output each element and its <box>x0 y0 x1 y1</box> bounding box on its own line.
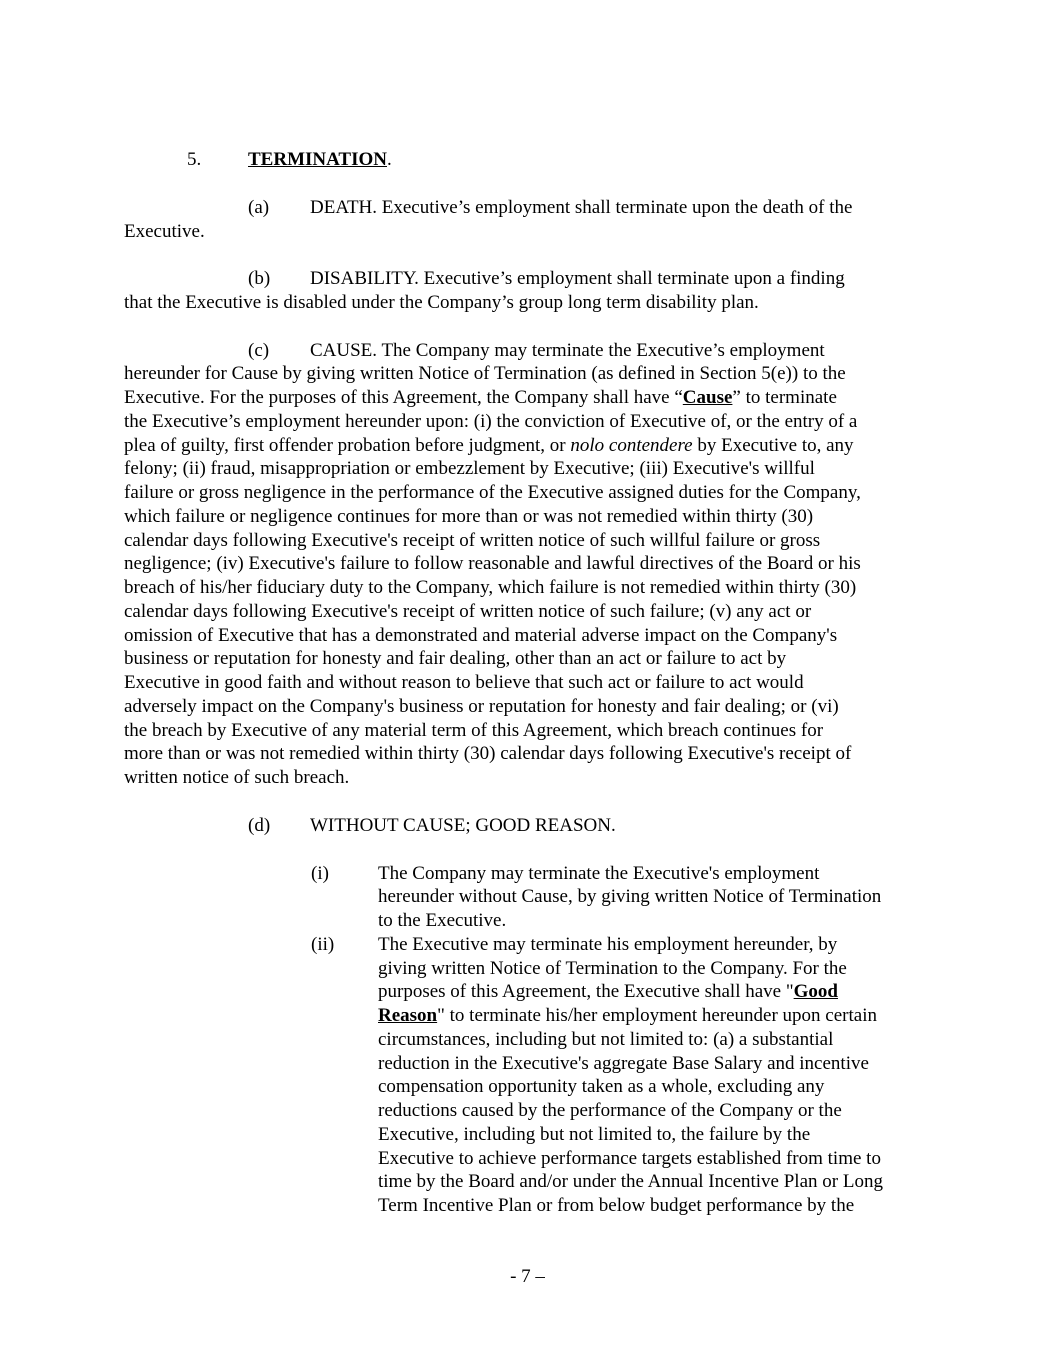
paragraph-text: felony; (ii) fraud, misappropriation or embezzlement by Executive; (iii) Executive's willful <box>124 458 815 479</box>
defined-term-good: Good <box>793 981 838 1002</box>
paragraph-label: (d) <box>248 815 271 836</box>
text-run: by Executive to, any <box>692 435 854 456</box>
paragraph-label: (c) <box>248 340 270 361</box>
paragraph-text: negligence; (iv) Executive's failure to follow reasonable and lawful directives of the Board or his <box>124 553 861 574</box>
sub-item-text: The Executive may terminate his employment hereunder, by <box>378 934 838 955</box>
sub-item-text: time by the Board and/or under the Annual Incentive Plan or Long <box>378 1171 883 1192</box>
paragraph-text: DEATH. Executive’s employment shall terminate upon the death of the <box>310 197 853 218</box>
paragraph-text: business or reputation for honesty and fair dealing, other than an act or failure to act by <box>124 648 787 669</box>
paragraph-text <box>124 386 837 410</box>
sub-item-text: compensation opportunity taken as a whole, excluding any <box>378 1076 825 1097</box>
paragraph-text: CAUSE. The Company may terminate the Executive’s employment <box>310 340 825 361</box>
paragraph-text: written notice of such breach. <box>124 767 350 788</box>
defined-term-reason: Reason <box>378 1005 438 1026</box>
defined-term-cause: Cause <box>682 387 733 408</box>
paragraph-text: breach of his/her fiduciary duty to the Company, which failure is not remedied within thirty (30) <box>124 577 857 598</box>
paragraph-text: DISABILITY. Executive’s employment shall terminate upon a finding <box>310 268 845 289</box>
text-run: ” to terminate <box>732 387 837 408</box>
paragraph-text: calendar days following Executive's receipt of written notice of such willful failure or gross <box>124 530 821 551</box>
paragraph-text: Executive. <box>124 221 205 242</box>
paragraph-text <box>124 434 854 458</box>
paragraph-label: (a) <box>248 197 270 218</box>
paragraph-text: the breach by Executive of any material term of this Agreement, which breach continues for <box>124 720 824 741</box>
sub-item-text: Executive, including but not limited to, the failure by the <box>378 1124 811 1145</box>
sub-item-text: circumstances, including but not limited to: (a) a substantial <box>378 1029 834 1050</box>
paragraph-label: (b) <box>248 268 271 289</box>
text-run: plea of guilty, first offender probation before judgment, or <box>124 435 571 456</box>
paragraph-text: more than or was not remedied within thirty (30) calendar days following Executive's receipt of <box>124 743 852 764</box>
sub-item-label: (ii) <box>311 934 335 955</box>
sub-item-text: reductions caused by the performance of the Company or the <box>378 1100 842 1121</box>
sub-item-text: hereunder without Cause, by giving written Notice of Termination <box>378 886 882 907</box>
sub-item-text: giving written Notice of Termination to the Company. For the <box>378 958 847 979</box>
page-number: - 7 – <box>510 1266 545 1287</box>
text-run: " to terminate his/her employment hereunder upon certain <box>437 1005 877 1026</box>
paragraph-text: hereunder for Cause by giving written Notice of Termination (as defined in Section 5(e)) to the <box>124 363 846 384</box>
sub-item-label: (i) <box>311 863 329 884</box>
sub-item-text <box>378 1004 877 1028</box>
text-run: purposes of this Agreement, the Executive shall have " <box>378 981 794 1002</box>
section-title: TERMINATION <box>248 149 387 170</box>
sub-item-text: The Company may terminate the Executive's employment <box>378 863 820 884</box>
sub-item-text: Executive to achieve performance targets established from time to <box>378 1148 881 1169</box>
paragraph-text: adversely impact on the Company's business or reputation for honesty and fair dealing; or (vi) <box>124 696 839 717</box>
sub-item-text <box>378 980 838 1004</box>
paragraph-text: calendar days following Executive's receipt of written notice of such failure; (v) any act or <box>124 601 812 622</box>
paragraph-text: Executive in good faith and without reason to believe that such act or failure to act would <box>124 672 804 693</box>
section-number: 5. <box>187 149 202 170</box>
paragraph-heading: WITHOUT CAUSE; GOOD REASON. <box>310 815 616 836</box>
text-run: Executive. For the purposes of this Agreement, the Company shall have “ <box>124 387 683 408</box>
italic-term: nolo contendere <box>570 435 693 456</box>
paragraph-text: that the Executive is disabled under the Company’s group long term disability plan. <box>124 292 759 313</box>
paragraph-text: which failure or negligence continues for more than or was not remedied within thirty (30) <box>124 506 814 527</box>
sub-item-text: reduction in the Executive's aggregate Base Salary and incentive <box>378 1053 869 1074</box>
section-title-suffix: . <box>387 149 392 170</box>
paragraph-text: the Executive’s employment hereunder upon: (i) the conviction of Executive of, or the entry of a <box>124 411 858 432</box>
paragraph-text: omission of Executive that has a demonstrated and material adverse impact on the Company's <box>124 625 838 646</box>
sub-item-text: Term Incentive Plan or from below budget performance by the <box>378 1195 855 1216</box>
paragraph-text: failure or gross negligence in the performance of the Executive assigned duties for the Company, <box>124 482 861 503</box>
sub-item-text: to the Executive. <box>378 910 507 931</box>
